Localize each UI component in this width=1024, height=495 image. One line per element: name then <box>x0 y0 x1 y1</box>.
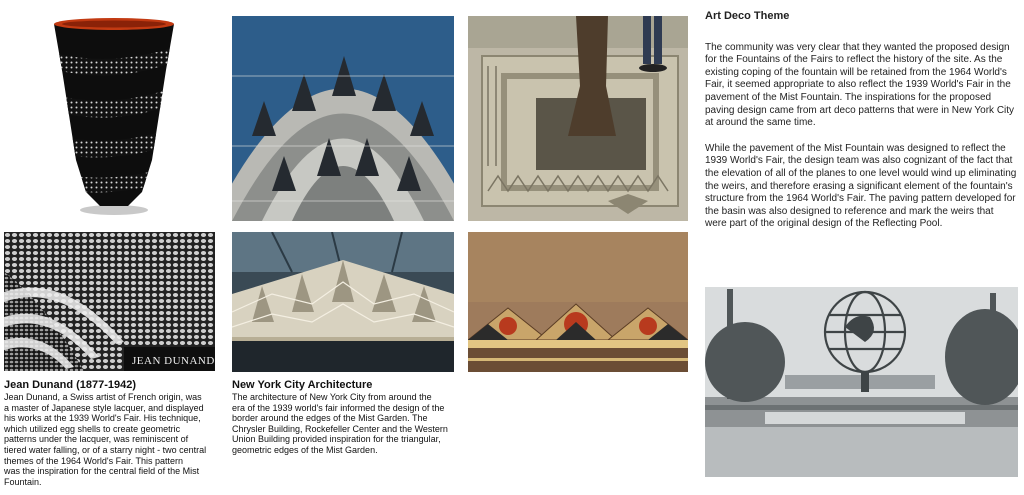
caption-body: Jean Dunand, a Swiss artist of French origin, was a master of Japanese style lacquer, and displayed his works at the 1939 World's Fair. His technique, which utilized egg shells to create geometric patterns under the lacquer, was reminiscent of tiered water falling, or of a starry night - two central themes of the 1964 World's Fair. This pattern was the inspiration for the central field of the Mist Fountain. <box>4 392 207 487</box>
article-paragraph: The community was very clear that they wanted the proposed design for the Fountains of the Fairs to reflect the history of the site. As the existing coping of the fountain will be retained from the 1964 World's Fair, it seemed appropriate to also reflect the 1939 World's Fair in the pavement of the Mist Fountain. The inspirations for the proposed paving design came from art deco patterns that were in New York City at around the same time. <box>705 41 1015 129</box>
art-deco-triangular-border-image <box>468 232 688 372</box>
eggshell-lacquer-panel-image <box>4 232 215 371</box>
jean-dunand-caption <box>4 379 226 487</box>
article-title: Art Deco Theme <box>705 10 790 22</box>
caption-title: New York City Architecture <box>232 379 373 391</box>
chrysler-building-crown-image <box>232 16 454 221</box>
article-paragraph: While the pavement of the Mist Fountain was designed to reflect the 1939 World's Fair, the design team was also cognizant of the fact that the elevation of all of the planes to one level would wind up eliminating the weirs, and therefore erasing a significant element of the fountain's structure from the 1964 World's Fair. The paving pattern developed for the basin was also designed to reference and mark the weirs that were part of the original design of the Reflecting Pool. <box>705 142 1017 230</box>
art-deco-building-canopy-image <box>232 232 454 372</box>
black-lacquer-vase-image <box>4 10 224 222</box>
art-deco-tree-grate-pavement-image <box>468 16 688 221</box>
unisphere-fountain-photo-image <box>705 287 1018 477</box>
jean-dunand-label: JEAN DUNAND <box>132 355 215 367</box>
caption-title: Jean Dunand (1877-1942) <box>4 379 137 391</box>
nyc-architecture-caption <box>232 379 458 456</box>
caption-body: The architecture of New York City from around the era of the 1939 world's fair informed the design of the border around the edges of the Mist Garden. The Chrysler Building, Rockefeller Center and the Western Union Building provided inspiration for the triangular, geometric edges of the Mist Garden. <box>232 392 448 455</box>
article-text <box>705 10 1017 244</box>
